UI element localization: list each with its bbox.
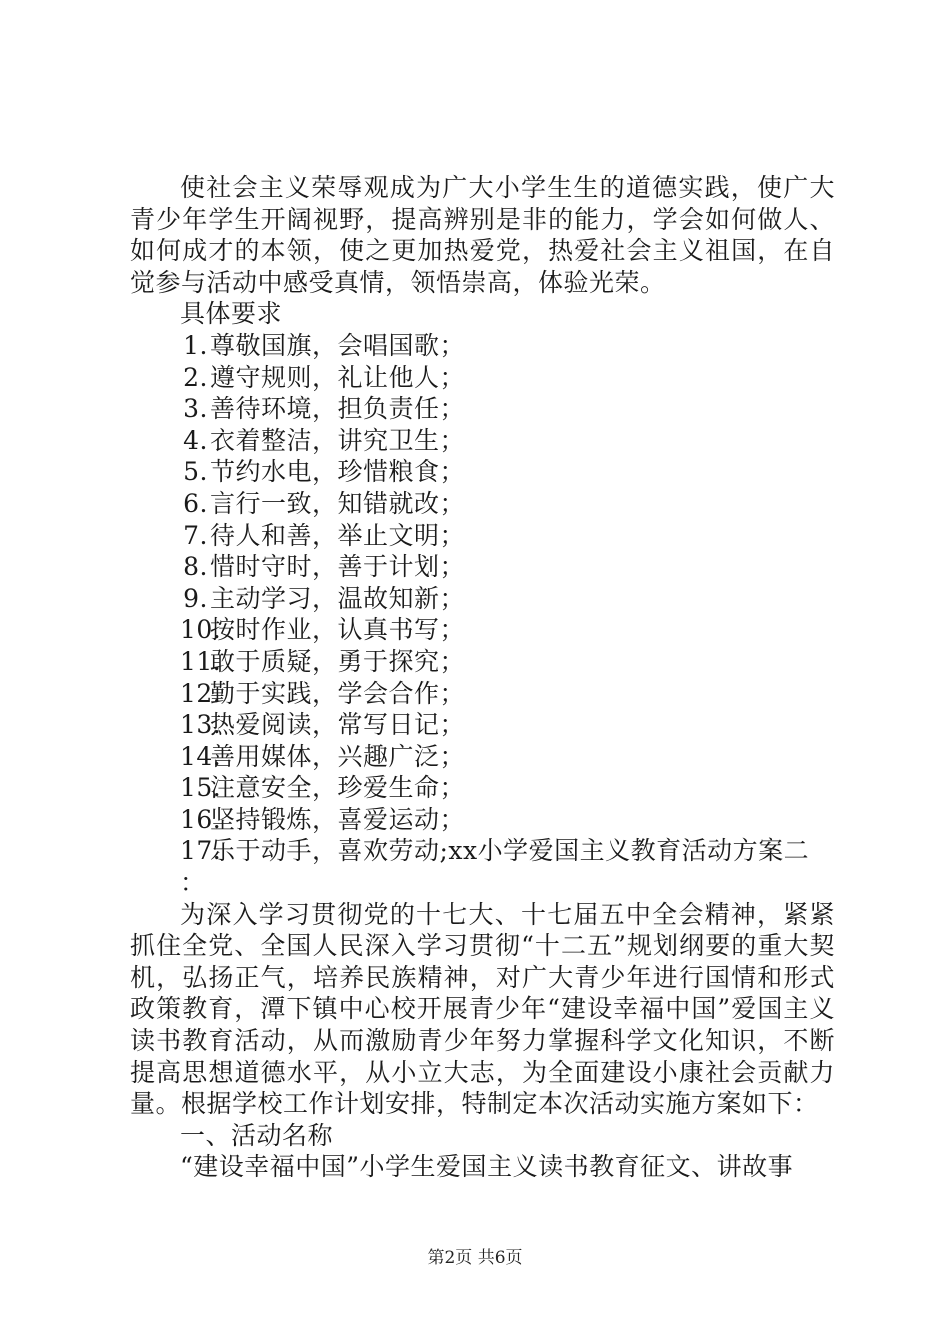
list-item: 17.乐于动手，喜欢劳动;xx小学爱国主义教育活动方案二 [180,836,810,866]
list-item: 10.按时作业，认真书写； [180,615,466,645]
list-item: 1.尊敬国旗，会唱国歌； [183,330,466,360]
list-item: 6.言行一致，知错就改； [183,488,466,518]
requirements-heading: 具体要求 [180,299,283,329]
list-item: 9.主动学习，温故知新； [183,583,466,613]
list-item: 13.热爱阅读，常写日记； [180,710,466,740]
page-footer: 第2页 共6页 [427,1248,523,1268]
intro-paragraph: 使社会主义荣辱观成为广大小学生生的道德实践，使广大青少年学生开阔视野，提高辨别是非的能力，学会如何做人、如何成才的本领，使之更加热爱党，热爱社会主义祖国，在自觉参与活动中感受真情，领悟崇高，体验光荣。 [130,173,835,297]
last-paragraph: “建设幸福中国”小学生爱国主义读书教育征文、讲故事 [180,1152,794,1182]
list-item: 5.节约水电，珍惜粮食； [183,457,466,487]
list-item: 2.遵守规则，礼让他人； [183,362,466,392]
list-item: 14.善用媒体，兴趣广泛； [180,741,466,771]
list-item: 15.注意安全，珍爱生命； [180,773,466,803]
list-item: 8.惜时守时，善于计划； [183,552,466,582]
main-paragraph: 为深入学习贯彻党的十七大、十七届五中全会精神，紧紧抓住全党、全国人民深入学习贯彻“十二五”规划纲要的重大契机，弘扬正气，培养民族精神，对广大青少年进行国情和形式政策教育，潭下镇中心校开展青少年“建设幸福中国”爱国主义读书教育活动，从而激励青少年努力掌握科学文化知识，不断提高思想道德水平，从小立大志，为全面建设小康社会贡献力量。根据学校工作计划安排，特制定本次活动实施方案如下： [130,899,835,1119]
list-item: 3.善待环境，担负责任； [183,394,466,424]
colon-line: ： [180,868,206,898]
requirements-list [130,330,835,867]
list-item: 7.待人和善，举止文明； [183,520,466,550]
section-heading: 一、活动名称 [180,1120,334,1150]
list-item: 11.敢于质疑，勇于探究； [180,646,466,676]
list-item: 12.勤于实践，学会合作； [180,678,466,708]
document-body [130,172,835,1183]
list-item: 16.坚持锻炼，喜爱运动； [180,804,466,834]
list-item: 4.衣着整洁，讲究卫生； [183,425,466,455]
